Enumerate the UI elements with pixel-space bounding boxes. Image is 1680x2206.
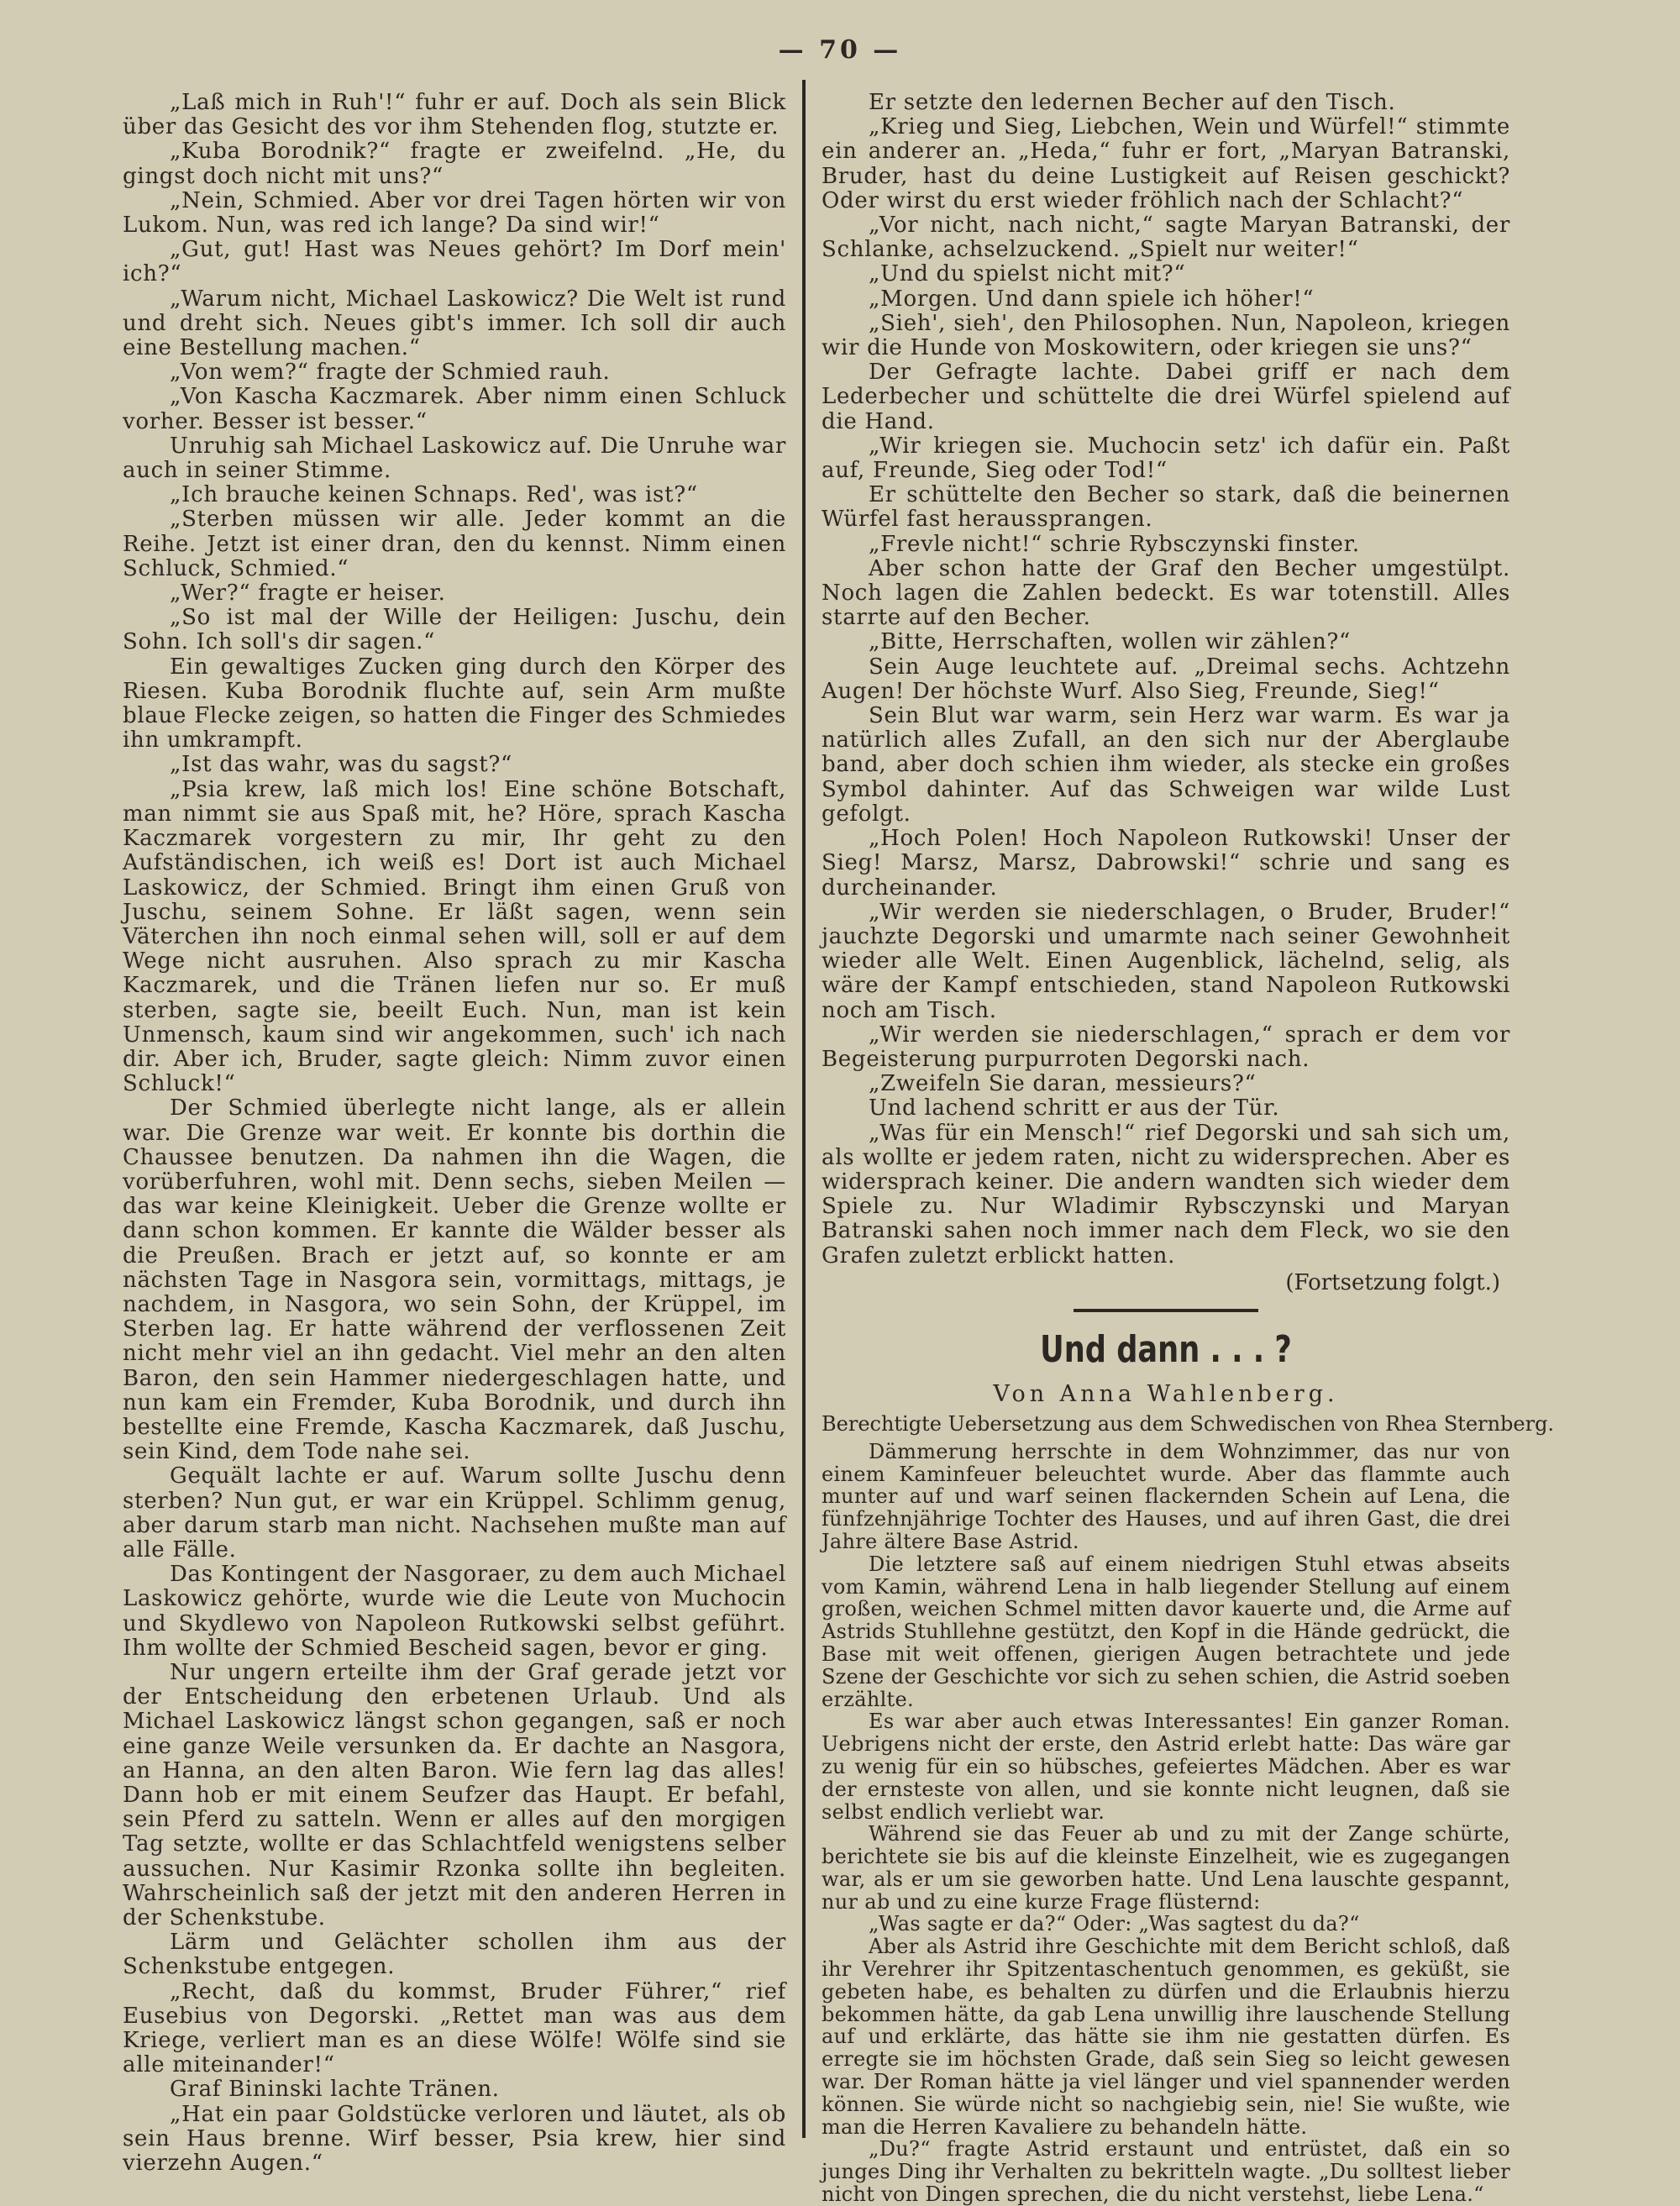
paragraph: „Und du spielst nicht mit?“ <box>869 261 1186 287</box>
paragraph: Und lachend schritt er aus der Tür. <box>869 1095 1280 1121</box>
paragraph: Es war aber auch etwas Interessantes! Ein ganzer Roman. Uebrigens nicht der erste, den Astrid erlebt hatte: Das wäre gar zu wenig für ein so hübsches, gefeiertes Mädchen. Aber es war der ernsteste von allen, und sie konnte nicht leugnen, daß sie selbst endlich verliebt war. <box>822 1710 1510 1824</box>
paragraph: Dämmerung herrschte in dem Wohnzimmer, das nur von einem Kaminfeuer beleuchtet wurde. Aber das flammte auch munter auf und warf seinen flackernden Schein auf Lena, die fünfzehnjährige Tochter des Hauses, und auf ihren Gast, die drei Jahre ältere Base Astrid. <box>822 1439 1510 1553</box>
paragraph: „Recht, daß du kommst, Bruder Führer,“ rief Eusebius von Degorski. „Rettet man was aus dem Kriege, verliert man es an diese Wölfe! Wölfe sind sie alle miteinander!“ <box>123 1978 786 2078</box>
paragraph: Ein gewaltiges Zucken ging durch den Körper des Riesen. Kuba Borodnik fluchte auf, sein Arm mußte blaue Flecke zeigen, so hatten die Finger des Schmiedes ihn umkrampft. <box>123 654 786 754</box>
paragraph: „Hat ein paar Goldstücke verloren und läutet, als ob sein Haus brenne. Wirf besser, Psia krew, hier sind vierzehn Augen.“ <box>123 2101 786 2177</box>
paragraph: „Ich brauche keinen Schnaps. Red', was ist?“ <box>170 482 698 508</box>
right-column <box>822 90 1555 2206</box>
paragraph: Lärm und Gelächter schollen ihm aus der Schenkstube entgegen. <box>123 1930 786 1980</box>
paragraph: „Was sagte er da?“ Oder: „Was sagtest du da?“ <box>869 1912 1360 1936</box>
paragraph: „Krieg und Sieg, Liebchen, Wein und Würfel!“ stimmte ein anderer an. „Heda,“ fuhr er fort, „Maryan Batranski, Bruder, hast du deine Lustigkeit auf Reisen geschickt? Oder wirst du erst wieder fröhlich nach der Schlacht?“ <box>822 114 1510 213</box>
paragraph: Das Kontingent der Nasgoraer, zu dem auch Michael Laskowicz gehörte, wurde wie die Leute von Muchocin und Skydlewo von Napoleon Rutkowski selbst geführt. Ihm wollte der Schmied Bescheid sagen, bevor er ging. <box>123 1562 786 1661</box>
paragraph: Während sie das Feuer ab und zu mit der Zange schürte, berichtete sie bis auf die kleinste Einzelheit, wie es zugegangen war, als er um sie geworben hatte. Und Lena lauschte gespannt, nur ab und zu eine kurze Frage flüsternd: <box>822 1822 1510 1914</box>
paragraph: „Von wem?“ fragte der Schmied rauh. <box>170 360 611 386</box>
paragraph: Er schüttelte den Becher so stark, daß die beinernen Würfel fast heraussprangen. <box>822 482 1510 533</box>
to-be-continued-note: (Fortsetzung folgt.) <box>1285 1269 1500 1295</box>
column-divider <box>802 80 806 2138</box>
page-number: — 70 — <box>778 35 902 65</box>
translation-credit: Berechtigte Uebersetzung aus dem Schwedischen von Rhea Sternberg. <box>822 1411 1555 1436</box>
paragraph: „Wir kriegen sie. Muchocin setz' ich dafür ein. Paßt auf, Freunde, Sieg oder Tod!“ <box>822 433 1510 484</box>
story-body <box>822 1441 1510 2206</box>
paragraph: Unruhig sah Michael Laskowicz auf. Die Unruhe war auch in seiner Stimme. <box>123 433 786 484</box>
paragraph: „Ist das wahr, was du sagst?“ <box>170 752 512 778</box>
paragraph: Gequält lachte er auf. Warum sollte Juschu denn sterben? Nun gut, er war ein Krüppel. Schlimm genug, aber darum starb man nicht. Nachsehen mußte man auf alle Fälle. <box>123 1463 786 1563</box>
paragraph: Graf Bininski lachte Tränen. <box>170 2077 500 2103</box>
paragraph: „Zweifeln Sie daran, messieurs?“ <box>869 1071 1257 1097</box>
paragraph: Die letztere saß auf einem niedrigen Stuhl etwas abseits vom Kamin, während Lena in halb liegender Stellung auf einem großen, weichen Schmel mitten davor kauerte und, die Arme auf Astrids Stuhllehne gestützt, den Kopf in die Hände gedrückt, die Base mit weit offenen, gierigen Augen betrachtete und jede Szene der Geschichte vor sich zu sehen schien, die Astrid soeben erzählte. <box>822 1552 1510 1711</box>
paragraph: „Morgen. Und dann spiele ich höher!“ <box>869 286 1315 312</box>
paragraph: „Laß mich in Ruh'!“ fuhr er auf. Doch als sein Blick über das Gesicht des vor ihm Stehenden flog, stutzte er. <box>123 90 786 140</box>
paragraph: „So ist mal der Wille der Heiligen: Juschu, dein Sohn. Ich soll's dir sagen.“ <box>123 605 786 655</box>
paragraph: Aber schon hatte der Graf den Becher umgestülpt. Noch lagen die Zahlen bedeckt. Es war totenstill. Alles starrte auf den Becher. <box>822 555 1510 631</box>
paragraph: Sein Blut war warm, sein Herz war warm. Es war ja natürlich alles Zufall, an den sich nur der Aberglaube band, aber doch schien ihm wieder, als stecke ein großes Symbol dahinter. Auf das Schweigen war wilde Lust gefolgt. <box>822 703 1510 827</box>
serial-story-continuation-right <box>822 91 1510 1268</box>
story-title: Und dann . . . ? <box>1040 1327 1292 1371</box>
paragraph: Der Schmied überlegte nicht lange, als er allein war. Die Grenze war weit. Er konnte bis dorthin die Chaussee benutzen. Da nahmen ihn die Wagen, die vorüberfuhren, wohl mit. Denn sechs, sieben Meilen — das war keine Kleinigkeit. Ueber die Grenze wollte er dann schon kommen. Er kannte die Wälder besser als die Preußen. Brach er jetzt auf, so konnte er am nächsten Tage in Nasgora sein, vormittags, mittags, je nachdem, in Nasgora, wo sein Sohn, der Krüppel, im Sterben lag. Er hatte während der verflossenen Zeit nicht mehr viel an ihn gedacht. Viel mehr an den alten Baron, den sein Hammer niedergeschlagen hatte, und nun kam ein Fremder, Kuba Borodnik, und durch ihn bestellte eine Fremde, Kascha Kaczmarek, daß Juschu, sein Kind, dem Tode nahe sei. <box>123 1095 786 1465</box>
paragraph: „Von Kascha Kaczmarek. Aber nimm einen Schluck vorher. Besser ist besser.“ <box>123 384 786 434</box>
serial-story-continuation <box>123 91 786 2176</box>
paragraph: „Was für ein Mensch!“ rief Degorski und sah sich um, als wollte er jedem raten, nicht zu widersprechen. Aber es widersprach keiner. Die andern wandten sich wieder dem Spiele zu. Nur Wladimir Rybsczynski und Maryan Batranski sahen noch immer nach dem Fleck, wo sie den Grafen zuletzt erblickt hatten. <box>822 1120 1510 1268</box>
paragraph: „Wer?“ fragte er heiser. <box>170 580 446 607</box>
paragraph: „Vor nicht, nach nicht,“ sagte Maryan Batranski, der Schlanke, achselzuckend. „Spielt nur weiter!“ <box>822 213 1510 263</box>
paragraph: „Bitte, Herrschaften, wollen wir zählen?“ <box>869 629 1352 655</box>
story-byline: Von Anna Wahlenberg. <box>993 1380 1339 1407</box>
paragraph: „Nein, Schmied. Aber vor drei Tagen hörten wir von Lukom. Nun, was red ich lange? Da sind wir!“ <box>123 187 786 239</box>
paragraph: „Kuba Borodnik?“ fragte er zweifelnd. „He, du gingst doch nicht mit uns?“ <box>123 139 786 189</box>
paragraph: Sein Auge leuchtete auf. „Dreimal sechs. Achtzehn Augen! Der höchste Wurf. Also Sieg, Freunde, Sieg!“ <box>822 654 1510 704</box>
story-und-dann <box>822 1327 1555 2206</box>
paragraph: Er setzte den ledernen Becher auf den Tisch. <box>869 90 1396 115</box>
paragraph: „Psia krew, laß mich los! Eine schöne Botschaft, man nimmt sie aus Spaß mit, he? Höre, sprach Kascha Kaczmarek vorgestern zu mir, Ihr geht zu den Aufständischen, ich weiß es! Dort ist auch Michael Laskowicz, der Schmied. Bringt ihm einen Gruß von Juschu, seinem Sohne. Er läßt sagen, wenn sein Väterchen ihn noch einmal sehen will, soll er auf dem Wege nicht ausruhen. Also sprach zu mir Kascha Kaczmarek, und die Tränen liefen nur so. Er muß sterben, sagte sie, beeilt Euch. Nun, man ist kein Unmensch, kaum sind wir angekommen, such' ich nach dir. Aber ich, Bruder, sagte gleich: Nimm zuvor einen Schluck!“ <box>123 776 786 1097</box>
paragraph: „Wir werden sie niederschlagen, o Bruder, Bruder!“ jauchzte Degorski und umarmte nach seiner Gewohnheit wieder alle Welt. Einen Augenblick, lächelnd, selig, als wäre der Kampf entschieden, stand Napoleon Rutkowski noch am Tisch. <box>822 899 1510 1023</box>
paragraph: Der Gefragte lachte. Dabei griff er nach dem Lederbecher und schüttelte die drei Würfel spielend auf die Hand. <box>822 360 1510 434</box>
paragraph: Nur ungern erteilte ihm der Graf gerade jetzt vor der Entscheidung den erbetenen Urlaub. Und als Michael Laskowicz längst schon gegangen, saß er noch eine ganze Weile versunken da. Er dachte an Nasgora, an Hanna, an den alten Baron. Wie fern lag das alles! Dann hob er mit einem Seufzer das Haupt. Er befahl, sein Pferd zu satteln. Wenn er alles auf den morgigen Tag setzte, wollte er das Schlachtfeld wenigstens selber aussuchen. Nur Kasimir Rzonka sollte ihn begleiten. Wahrscheinlich saß der jetzt mit den anderen Herren in der Schenkstube. <box>123 1660 786 1931</box>
paragraph: „Gut, gut! Hast was Neues gehört? Im Dorf mein' ich?“ <box>123 237 786 287</box>
paragraph: „Frevle nicht!“ schrie Rybsczynski finster. <box>869 531 1360 557</box>
paragraph: „Sieh', sieh', den Philosophen. Nun, Napoleon, kriegen wir die Hunde von Moskowitern, oder kriegen sie uns?“ <box>822 310 1510 361</box>
article-divider <box>1074 1309 1258 1312</box>
paragraph: Aber als Astrid ihre Geschichte mit dem Bericht schloß, daß ihr Verehrer ihr Spitzentaschentuch genommen, es geküßt, sie gebeten habe, es behalten zu dürfen und die Erlaubnis hierzu bekommen hätte, da gab Lena unwillig ihre lauschende Stellung auf und erklärte, das hätte sie ihm nie gestatten dürfen. Es erregte sie im höchsten Grade, daß sein Sieg so leicht gewesen war. Der Roman hätte ja viel länger und viel spannender werden können. Sie würde nicht so nachgiebig sein, nie! Sie wußte, wie man die Herren Kavaliere zu behandeln hätte. <box>822 1935 1510 2139</box>
paragraph: „Sterben müssen wir alle. Jeder kommt an die Reihe. Jetzt ist einer dran, den du kennst. Nimm einen Schluck, Schmied.“ <box>123 507 786 581</box>
paragraph: „Wir werden sie niederschlagen,“ sprach er dem vor Begeisterung purpurroten Degorski nach. <box>822 1022 1510 1072</box>
paragraph: „Du?“ fragte Astrid erstaunt und entrüstet, daß ein so junges Ding ihr Verhalten zu bekritteln wagte. „Du solltest lieber nicht von Dingen sprechen, die du nicht verstehst, liebe Lena.“ <box>822 2137 1510 2206</box>
left-column <box>123 91 786 2176</box>
paragraph: „Hoch Polen! Hoch Napoleon Rutkowski! Unser der Sieg! Marsz, Marsz, Dabrowski!“ schrie und sang es durcheinander. <box>822 826 1510 901</box>
paragraph: „Warum nicht, Michael Laskowicz? Die Welt ist rund und dreht sich. Neues gibt's immer. Ich soll dir auch eine Bestellung machen.“ <box>123 286 786 361</box>
